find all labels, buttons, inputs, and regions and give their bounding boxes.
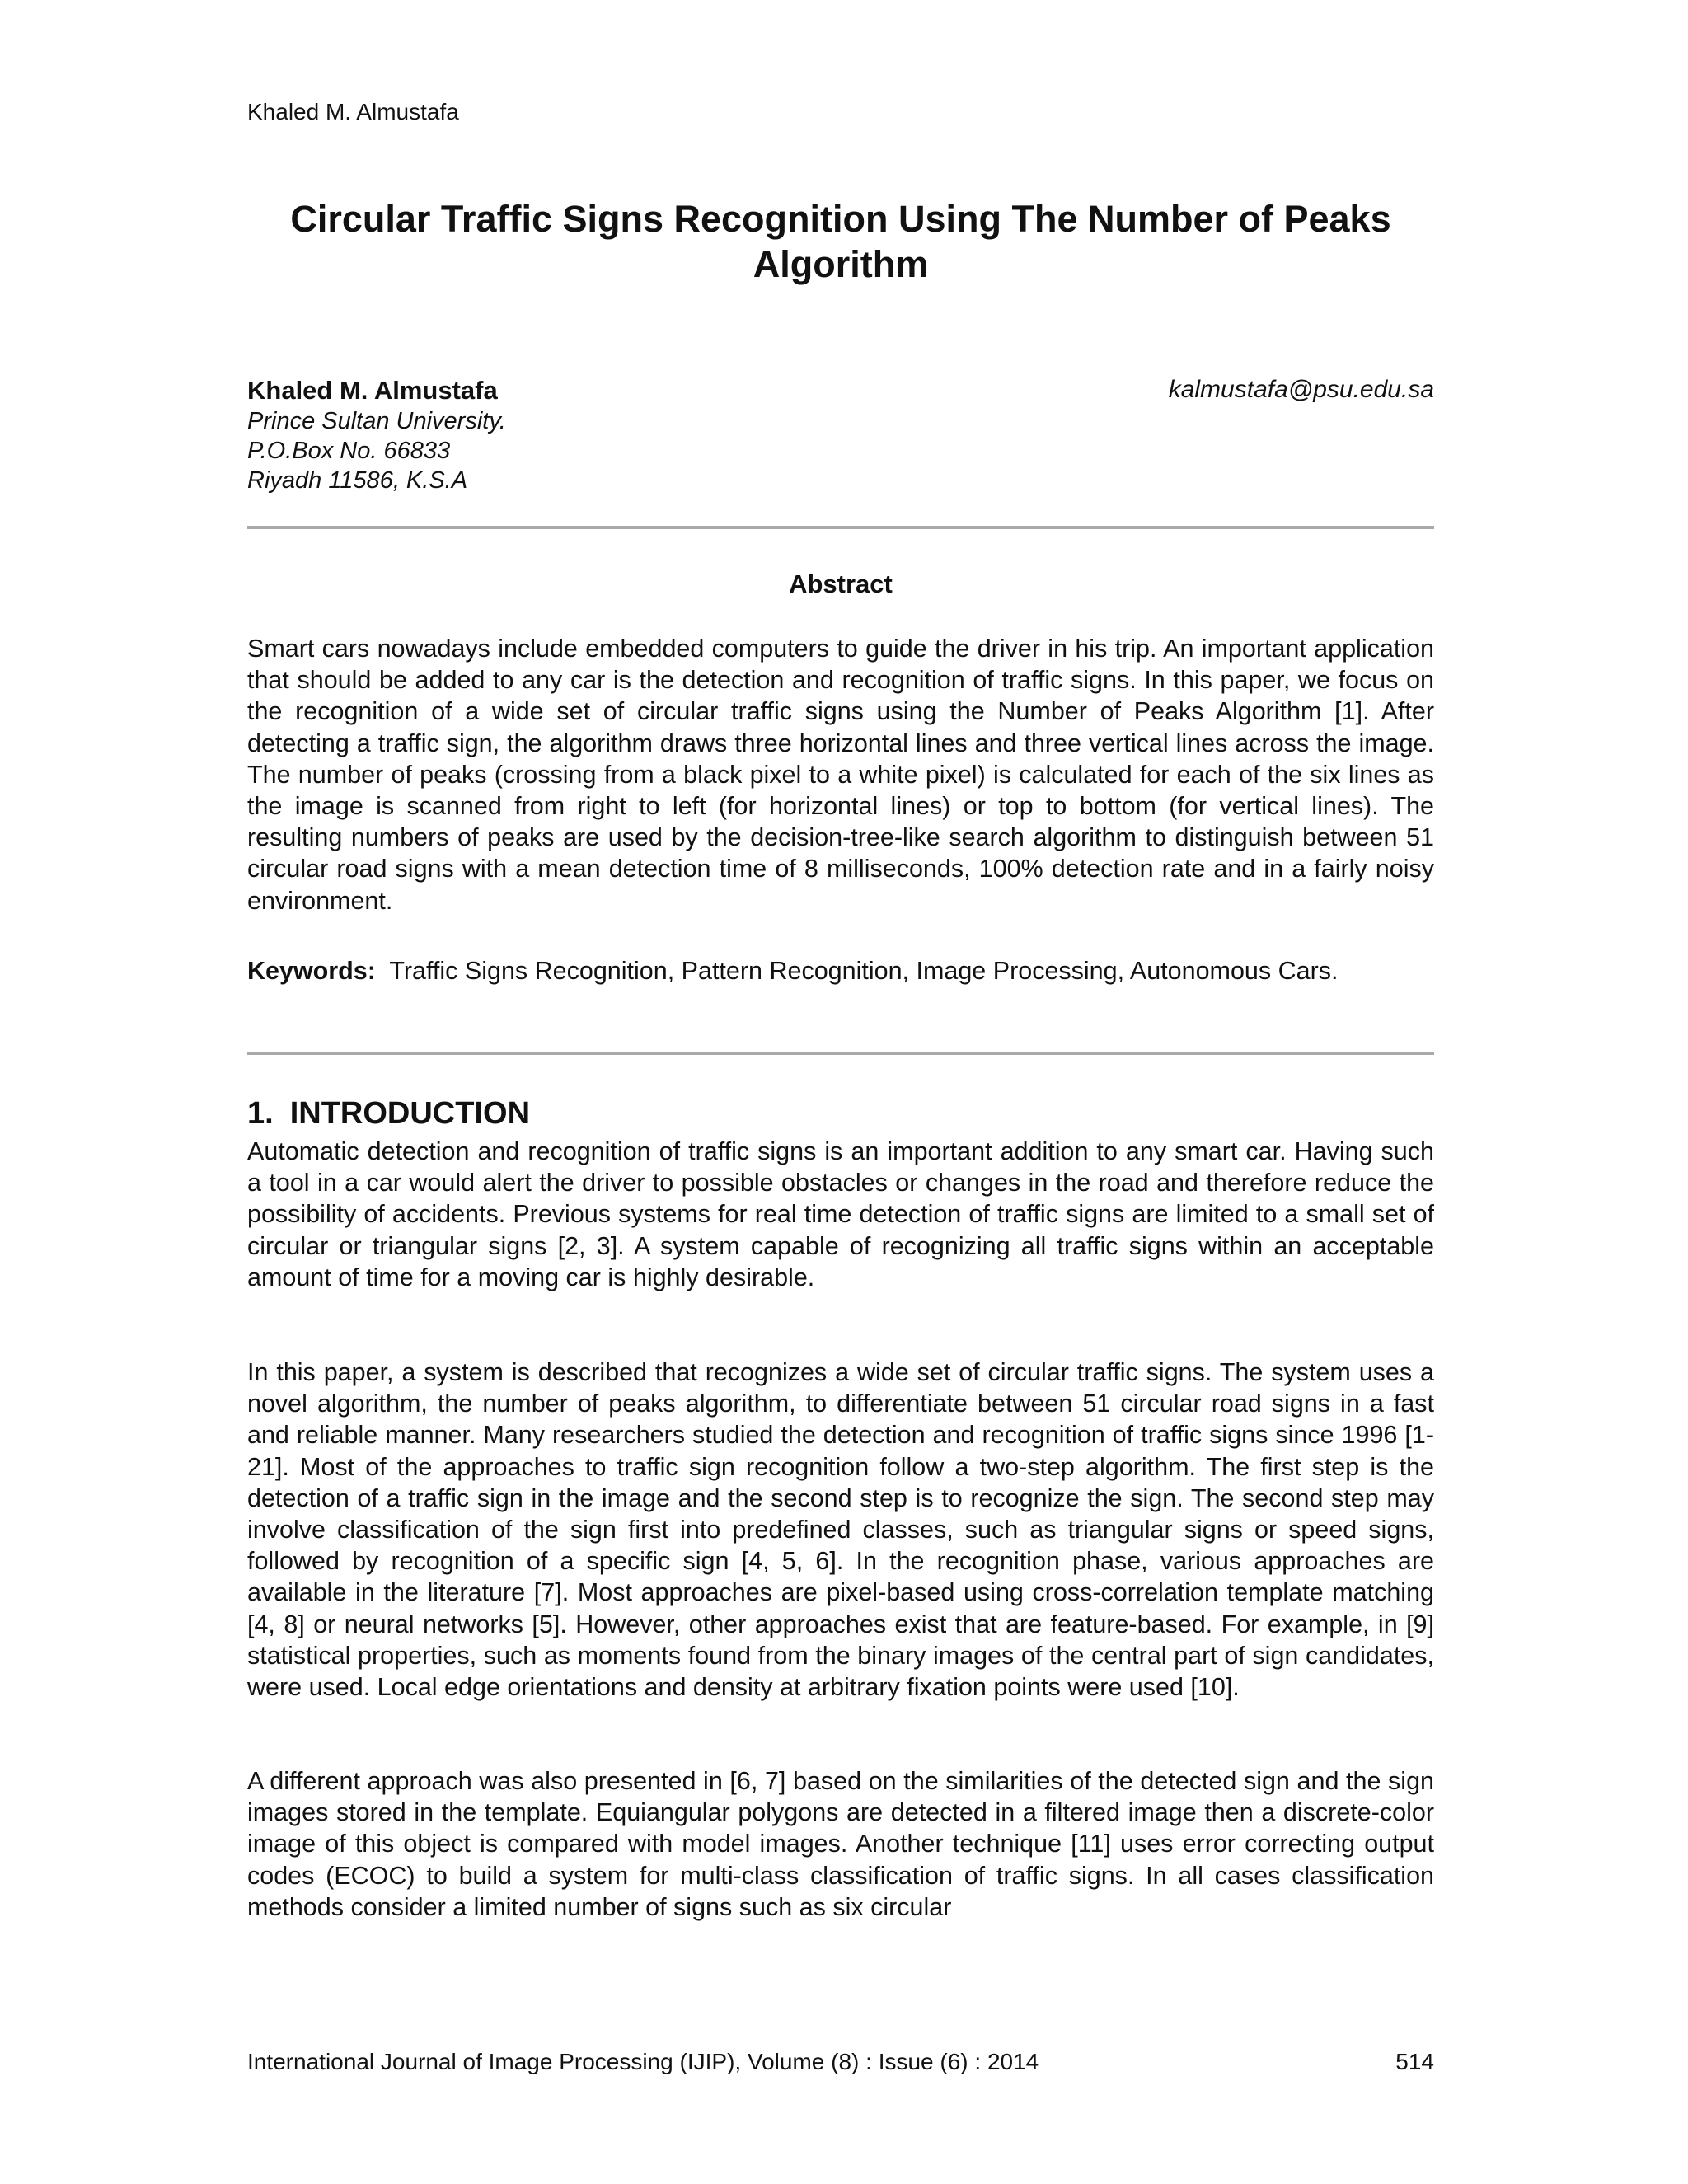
affiliation-line: Prince Sultan University. [247,408,506,434]
section-title: INTRODUCTION [289,1096,531,1131]
intro-paragraph-3: A different approach was also presented in [6, 7] based on the similarities of the detected sign and the sign images stored in the template. Equiangular polygons are detected in a filtered image then a discrete-color image of this object is compared with model images. Another technique [11] uses error correcting output codes (ECOC) to build a system for multi-class classification of traffic signs. In all cases classification methods consider a limited number of signs such as six circular [247,1767,1434,1921]
intro-paragraph-1: Automatic detection and recognition of traffic signs is an important addition to any smart car. Having such a tool in a car would alert the driver to possible obstacles or changes in the road and therefore reduce the possibility of accidents. Previous systems for real time detection of traffic signs are limited to a small set of circular or triangular signs [2, 3]. A system capable of recognizing all traffic signs within an acceptable amount of time for a moving car is highly desirable. [247,1137,1434,1291]
divider [247,1052,1434,1055]
keywords-text: Traffic Signs Recognition, Pattern Recognition, Image Processing, Autonomous Cars. [389,957,1339,985]
author-affiliation [247,406,506,495]
abstract-text: Smart cars nowadays include embedded computers to guide the driver in his trip. An important application that should be added to any car is the detection and recognition of traffic signs. In this paper, we focus on the recognition of a wide set of circular traffic signs using the Number of Peaks Algorithm [1]. After detecting a traffic sign, the algorithm draws three horizontal lines and three vertical lines across the image. The number of peaks (crossing from a black pixel to a white pixel) is calculated for each of the six lines as the image is scanned from right to left (for horizontal lines) or top to bottom (for vertical lines). The resulting numbers of peaks are used by the decision-tree-like search algorithm to distinguish between 51 circular road signs with a mean detection time of 8 milliseconds, 100% detection rate and in a fairly noisy environment. [247,635,1434,915]
intro-paragraph-2: In this paper, a system is described that recognizes a wide set of circular traffic signs. The system uses a novel algorithm, the number of peaks algorithm, to differentiate between 51 circular road signs in a fast and reliable manner. Many researchers studied the detection and recognition of traffic signs since 1996 [1-21]. Most of the approaches to traffic sign recognition follow a two-step algorithm. The first step is the detection of a traffic sign in the image and the second step is to recognize the sign. The second step may involve classification of the sign first into predefined classes, such as triangular signs or speed signs, followed by recognition of a specific sign [4, 5, 6]. In the recognition phase, various approaches are available in the literature [7]. Most approaches are pixel-based using cross-correlation template matching [4, 8] or neural networks [5]. However, other approaches exist that are feature-based. For example, in [9] statistical properties, such as moments found from the binary images of the central part of sign candidates, were used. Local edge orientations and density at arbitrary fixation points were used [10]. [247,1358,1434,1702]
abstract-heading: Abstract [789,569,893,598]
affiliation-line: P.O.Box No. 66833 [247,438,451,464]
running-head: Khaled M. Almustafa [247,99,459,124]
keywords-label: Keywords: [247,957,376,985]
paper-title: Circular Traffic Signs Recognition Using The Number of Peaks Algorithm [290,198,1391,285]
affiliation-line: Riyadh 11586, K.S.A [247,467,468,494]
author-email[interactable]: kalmustafa@psu.edu.sa [1168,376,1434,403]
footer-journal: International Journal of Image Processing (IJIP), Volume (8) : Issue (6) : 2014 [247,2049,1039,2074]
author-name: Khaled M. Almustafa [247,376,498,405]
divider [247,526,1434,529]
section-number: 1. [247,1096,274,1131]
keywords [247,953,1434,989]
page-number: 514 [1395,2049,1434,2074]
section-heading [247,1096,530,1132]
